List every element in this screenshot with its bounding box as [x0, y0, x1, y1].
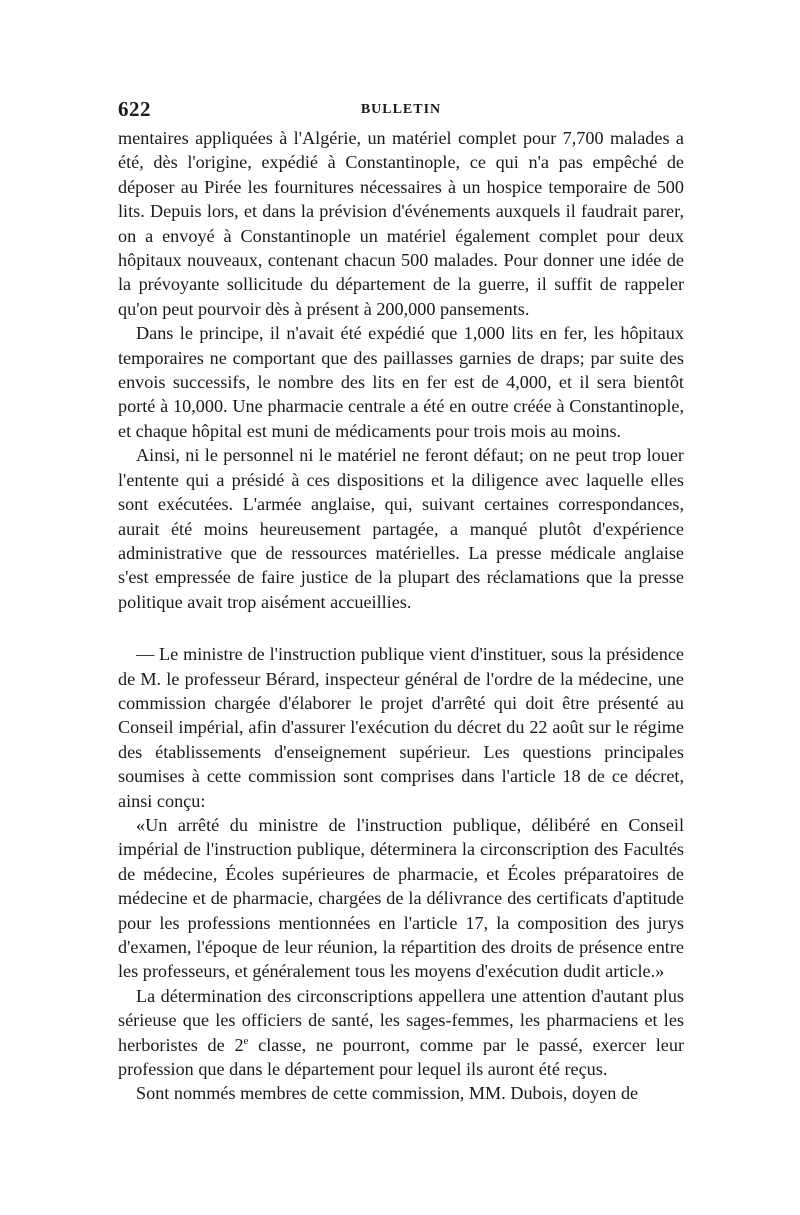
paragraph-personnel: Ainsi, ni le personnel ni le matériel ne feront défaut; on ne peut trop louer l'entente qui a présidé à ces dispositions et la diligence avec laquelle elles sont exécutées. L'armée anglaise, qui, suivant certaines correspondances, aurait été moins heureusement partagée, a manqué plutôt d'expérience administrative que de ressources matérielles. La presse médicale anglaise s'est empressée de faire justice de la plupart des réclamations que la presse politique avait trop aisément accueillies. [118, 445, 684, 612]
paragraph-continuation: mentaires appliquées à l'Algérie, un matériel complet pour 7,700 malades a été, dès l'origine, expédié à Constantinople, ce qui n'a pas empêché de déposer au Pirée les fournitures nécessaires à un hospice temporaire de 500 lits. Depuis lors, et dans la prévision d'événements auxquels il faudrait parer, on a envoyé à Constantinople un matériel également complet pour deux hôpitaux nouveaux, contenant chacun 500 malades. Pour donner une idée de la prévoyante sollicitude du département de la guerre, il suffit de rappeler qu'on peut pourvoir dès à présent à 200,000 pansements. [118, 128, 684, 319]
body-text [118, 126, 684, 1106]
paragraph-quotation: «Un arrêté du ministre de l'instruction publique, délibéré en Conseil impérial de l'instruction publique, déterminera la circonscription des Facultés de médecine, Écoles supérieures de pharmacie, et Écoles préparatoires de médecine et de pharmacie, chargées de la délivrance des certificats d'aptitude pour les professions mentionnées en l'article 17, la composition des jurys d'examen, l'époque de leur réunion, la répartition des droits de présence entre les professeurs, et généralement tous les moyens d'exécution dudit article.» [118, 814, 684, 982]
paragraph-circonscriptions [118, 984, 684, 1082]
circonscriptions-text-end: classe, ne pourront, comme par le passé, exercer leur profession que dans le département pour lequel ils auront été reçus. [118, 1034, 685, 1080]
page-number: 622 [118, 97, 151, 121]
superscript-e: e [243, 1034, 249, 1047]
page-header [118, 97, 684, 123]
paragraph-members: Sont nommés membres de cette commission, MM. Dubois, doyen de [136, 1083, 639, 1104]
circonscriptions-text-start: La détermination des circonscriptions appellera une attention d'autant plus sérieuse que les officiers de santé, les sages-femmes, les pharmaciens et les herboristes de 2 [118, 985, 684, 1055]
paragraph-hospital-beds: Dans le principe, il n'avait été expédié que 1,000 lits en fer, les hôpitaux temporaires ne comportant que des paillasses garnies de draps; par suite des envois successifs, le nombre des lits en fer est de 4,000, et il sera bientôt porté à 10,000. Une pharmacie centrale a été en outre créée à Constantinople, et chaque hôpital est muni de médicaments pour trois mois au moins. [118, 323, 684, 441]
running-title: BULLETIN [360, 102, 442, 117]
paragraph-commission: — Le ministre de l'instruction publique vient d'instituer, sous la présidence de M. le professeur Bérard, inspecteur général de l'ordre de la médecine, une commission chargée d'élaborer le projet d'arrêté qui doit être présenté au Conseil impérial, afin d'assurer l'exécution du décret du 22 août sur le régime des établissements d'enseignement supérieur. Les questions principales soumises à cette commission sont comprises dans l'article 18 de ce décret, ainsi conçu: [118, 644, 684, 811]
